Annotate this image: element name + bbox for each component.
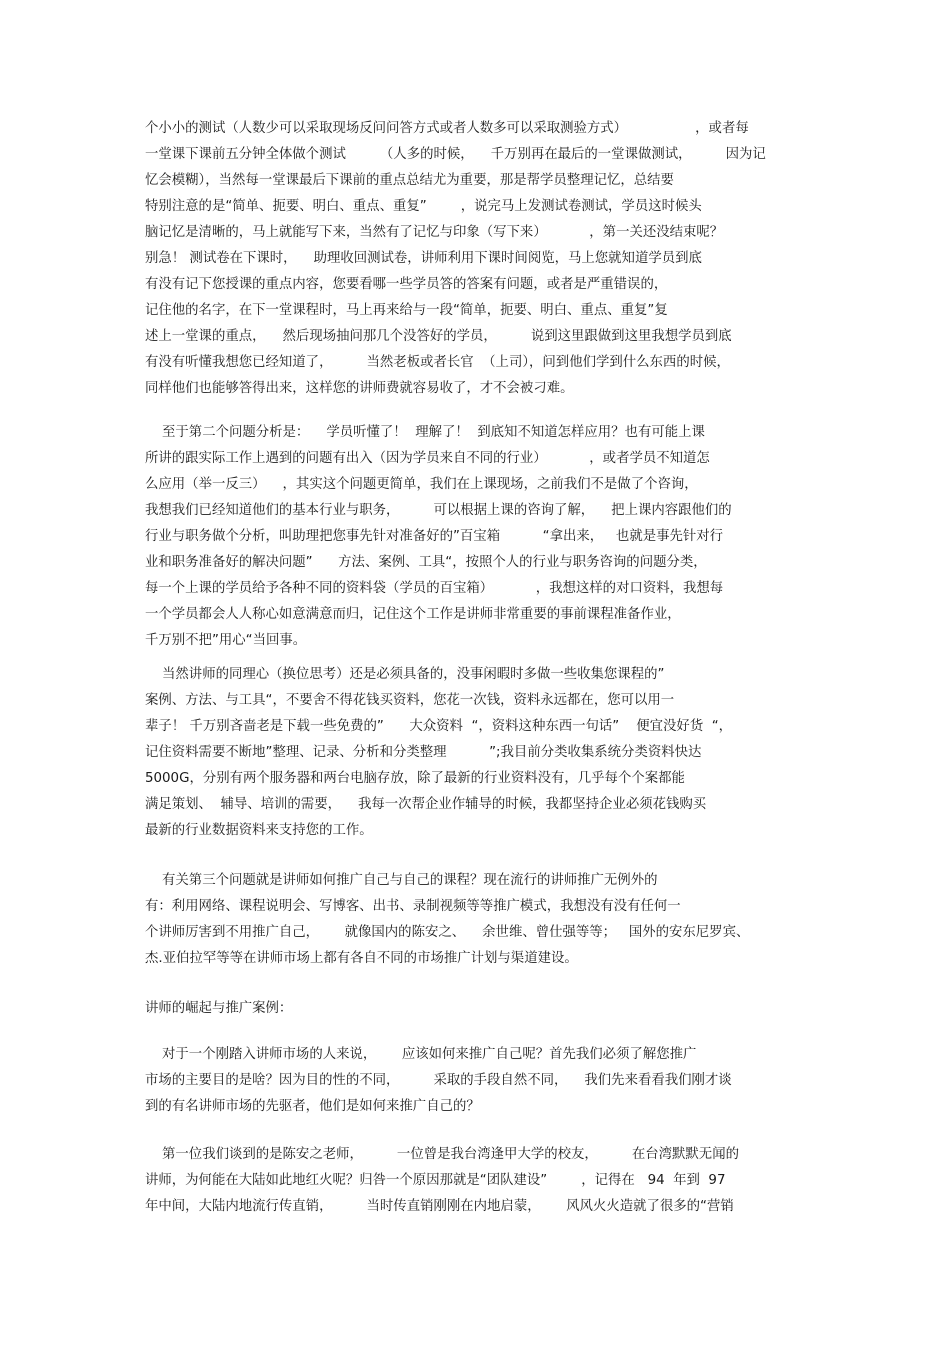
- text-line: 讲师的崛起与推广案例：: [145, 1001, 293, 1016]
- text-line: 业和职务准备好的解决问题” 方法、案例、工具“，按照个人的行业与职务咨询的问题分类，: [145, 555, 707, 570]
- text-line: 记住资料需要不断地”整理、记录、分析和分类整理 ”;我目前分类收集系统分类资料快达: [145, 745, 702, 760]
- text-line: 至于第二个问题分析是： 学员听懂了！ 理解了！ 到底知不知道怎样应用？也有可能上课: [145, 425, 705, 440]
- text-line: 第一位我们谈到的是陈安之老师， 一位曾是我台湾逢甲大学的校友， 在台湾默默无闻的: [145, 1147, 739, 1162]
- text-line: 一堂课下课前五分钟全体做个测试 （人多的时候， 千万别再在最后的一堂课做测试， 因为记: [145, 147, 766, 162]
- text-line: 特别注意的是“简单、扼要、明白、重点、重复” ，说完马上发测试卷测试，学员这时候头: [145, 199, 702, 214]
- text-line: 每一个上课的学员给予各种不同的资料袋（学员的百宝箱） ，我想这样的对口资料，我想每: [145, 581, 724, 596]
- text-line: 有：利用网络、课程说明会、写博客、出书、录制视频等等推广模式，我想没有没有任何一: [145, 899, 681, 914]
- text-line: 所讲的跟实际工作上遇到的问题有出入（因为学员来自不同的行业） ，或者学员不知道怎: [145, 451, 710, 466]
- text-line: 市场的主要目的是啥？因为目的性的不同， 采取的手段自然不同， 我们先来看看我们刚才谈: [145, 1073, 732, 1088]
- text-line: 杰.亚伯拉罕等等在讲师市场上都有各自不同的市场推广计划与渠道建设。: [145, 951, 578, 966]
- text-line: 案例、方法、与工具“，不要舍不得花钱买资料，您花一次钱，资料永远都在，您可以用一: [145, 693, 675, 708]
- text-line: 5000G，分别有两个服务器和两台电脑存放，除了最新的行业资料没有，几乎每个个案都能: [145, 771, 685, 786]
- text-line: 述上一堂课的重点， 然后现场抽问那几个没答好的学员， 说到这里跟做到这里我想学员到底: [145, 329, 732, 344]
- text-line: 讲师，为何能在大陆如此地红火呢？归咎一个原因那就是“团队建设” ，记得在 94 年到 97: [145, 1173, 726, 1188]
- text-line: 么应用（举一反三） ，其实这个问题更简单，我们在上课现场，之前我们不是做了个咨询，: [145, 477, 698, 492]
- text-line: 年中间，大陆内地流行传直销， 当时传直销刚刚在内地启蒙， 风风火火造就了很多的“营销: [145, 1199, 734, 1214]
- text-line: 同样他们也能够答得出来，这样您的讲师费就容易收了，才不会被刁难。: [145, 381, 574, 396]
- text-line: 对于一个刚踏入讲师市场的人来说， 应该如何来推广自己呢？首先我们必须了解您推广: [145, 1047, 697, 1062]
- text-line: 忆会模糊），当然每一堂课最后下课前的重点总结尤为重要，那是帮学员整理记忆，总结要: [145, 173, 674, 188]
- text-line: 有关第三个问题就是讲师如何推广自己与自己的课程？现在流行的讲师推广无例外的: [145, 873, 658, 888]
- text-line: 有没有记下您授课的重点内容，您要看哪一些学员答的答案有问题，或者是严重错误的，: [145, 277, 668, 292]
- text-line: 别急！ 测试卷在下课时， 助理收回测试卷，讲师利用下课时间阅览，马上您就知道学员到底: [145, 251, 702, 266]
- text-line: 一个学员都会人人称心如意满意而归，记住这个工作是讲师非常重要的事前课程准备作业，: [145, 607, 681, 622]
- text-line: 千万别不把”用心“当回事。: [145, 633, 307, 648]
- text-line: 当然讲师的同理心（换位思考）还是必须具备的，没事闲暇时多做一些收集您课程的”: [145, 667, 665, 682]
- text-line: 个讲师厉害到不用推广自己， 就像国内的陈安之、 余世维、曾仕强等等； 国外的安东尼罗宾、: [145, 925, 750, 940]
- text-line: 满足策划、 辅导、培训的需要， 我每一次帮企业作辅导的时候，我都坚持企业必须花钱购买: [145, 797, 707, 812]
- text-line: 辈子！ 千万别吝啬老是下载一些免费的” 大众资料 “，资料这种东西一句话” 便宜没好货 “，: [145, 719, 733, 734]
- text-line: 有没有听懂我想您已经知道了， 当然老板或者长官 （上司），问到他们学到什么东西的时候，: [145, 355, 730, 370]
- text-line: 到的有名讲师市场的先驱者，他们是如何来推广自己的？: [145, 1099, 480, 1114]
- text-line: 个小小的测试（人数少可以采取现场反问问答方式或者人数多可以采取测验方式） ，或者每: [145, 121, 749, 136]
- text-line: 我想我们已经知道他们的基本行业与职务， 可以根据上课的咨询了解， 把上课内容跟他们的: [145, 503, 732, 518]
- text-line: 记住他的名字，在下一堂课程时，马上再来给与一段“简单，扼要、明白、重点、重复”复: [145, 303, 668, 318]
- text-line: 行业与职务做个分析，叫助理把您事先针对准备好的”百宝箱 “拿出来， 也就是事先针对行: [145, 529, 724, 544]
- text-line: 最新的行业数据资料来支持您的工作。: [145, 823, 373, 838]
- text-line: 脑记忆是清晰的，马上就能写下来，当然有了记忆与印象（写下来） ，第一关还没结束呢？: [145, 225, 724, 240]
